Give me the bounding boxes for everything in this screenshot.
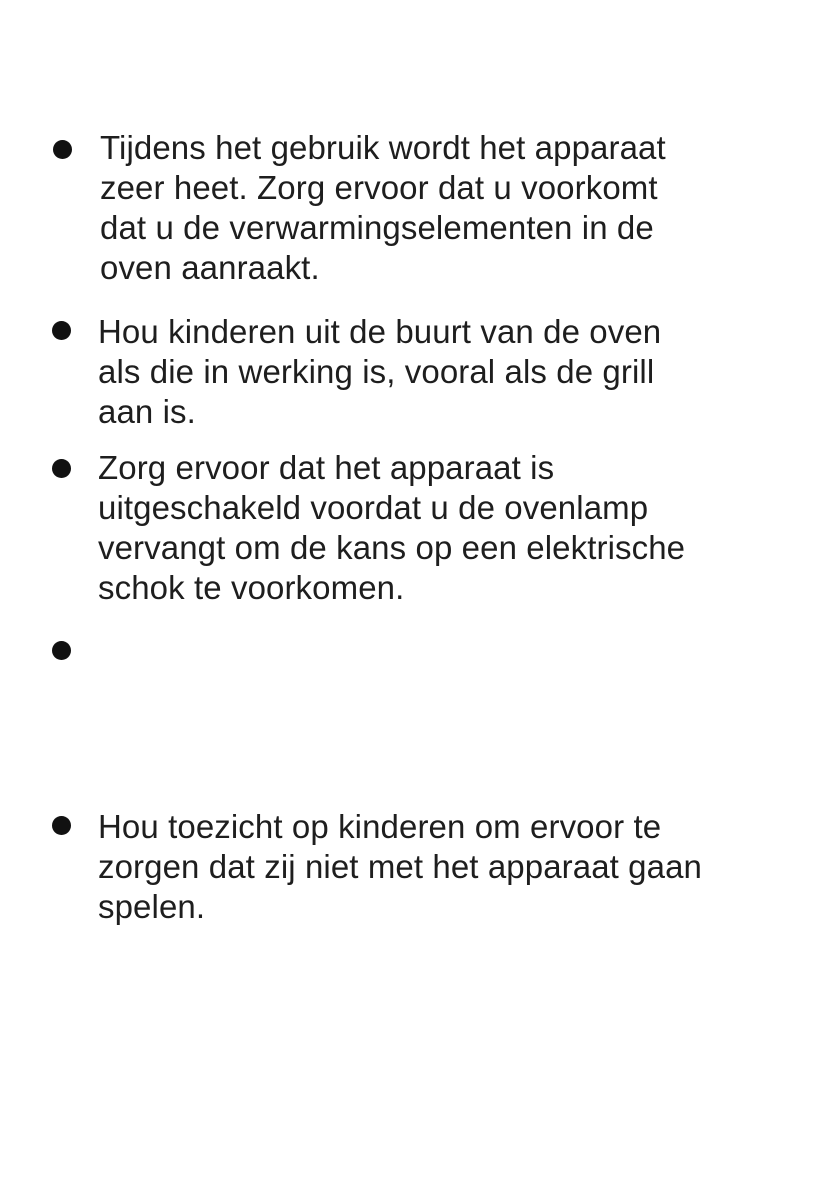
safety-instruction-text: Zorg ervoor dat het apparaat is uitgeschakeld voordat u de ovenlamp vervangt om de kans op een elektrische schok te voorkomen. xyxy=(98,449,686,606)
safety-instruction-text: Tijdens het gebruik wordt het apparaat zeer heet. Zorg ervoor dat u voorkomt dat u de verwarmingselementen in de oven aanraakt. xyxy=(100,129,666,286)
bullet-icon xyxy=(52,641,71,660)
bullet-icon xyxy=(52,816,71,835)
bullet-icon xyxy=(52,321,71,340)
safety-instruction-text: Hou kinderen uit de buurt van de oven als die in werking is, vooral als de grill aan is. xyxy=(98,313,662,430)
safety-instruction-text: Hou toezicht op kinderen om ervoor te zorgen dat zij niet met het apparaat gaan spelen. xyxy=(98,808,702,925)
bullet-icon xyxy=(52,459,71,478)
bullet-icon xyxy=(53,140,72,159)
